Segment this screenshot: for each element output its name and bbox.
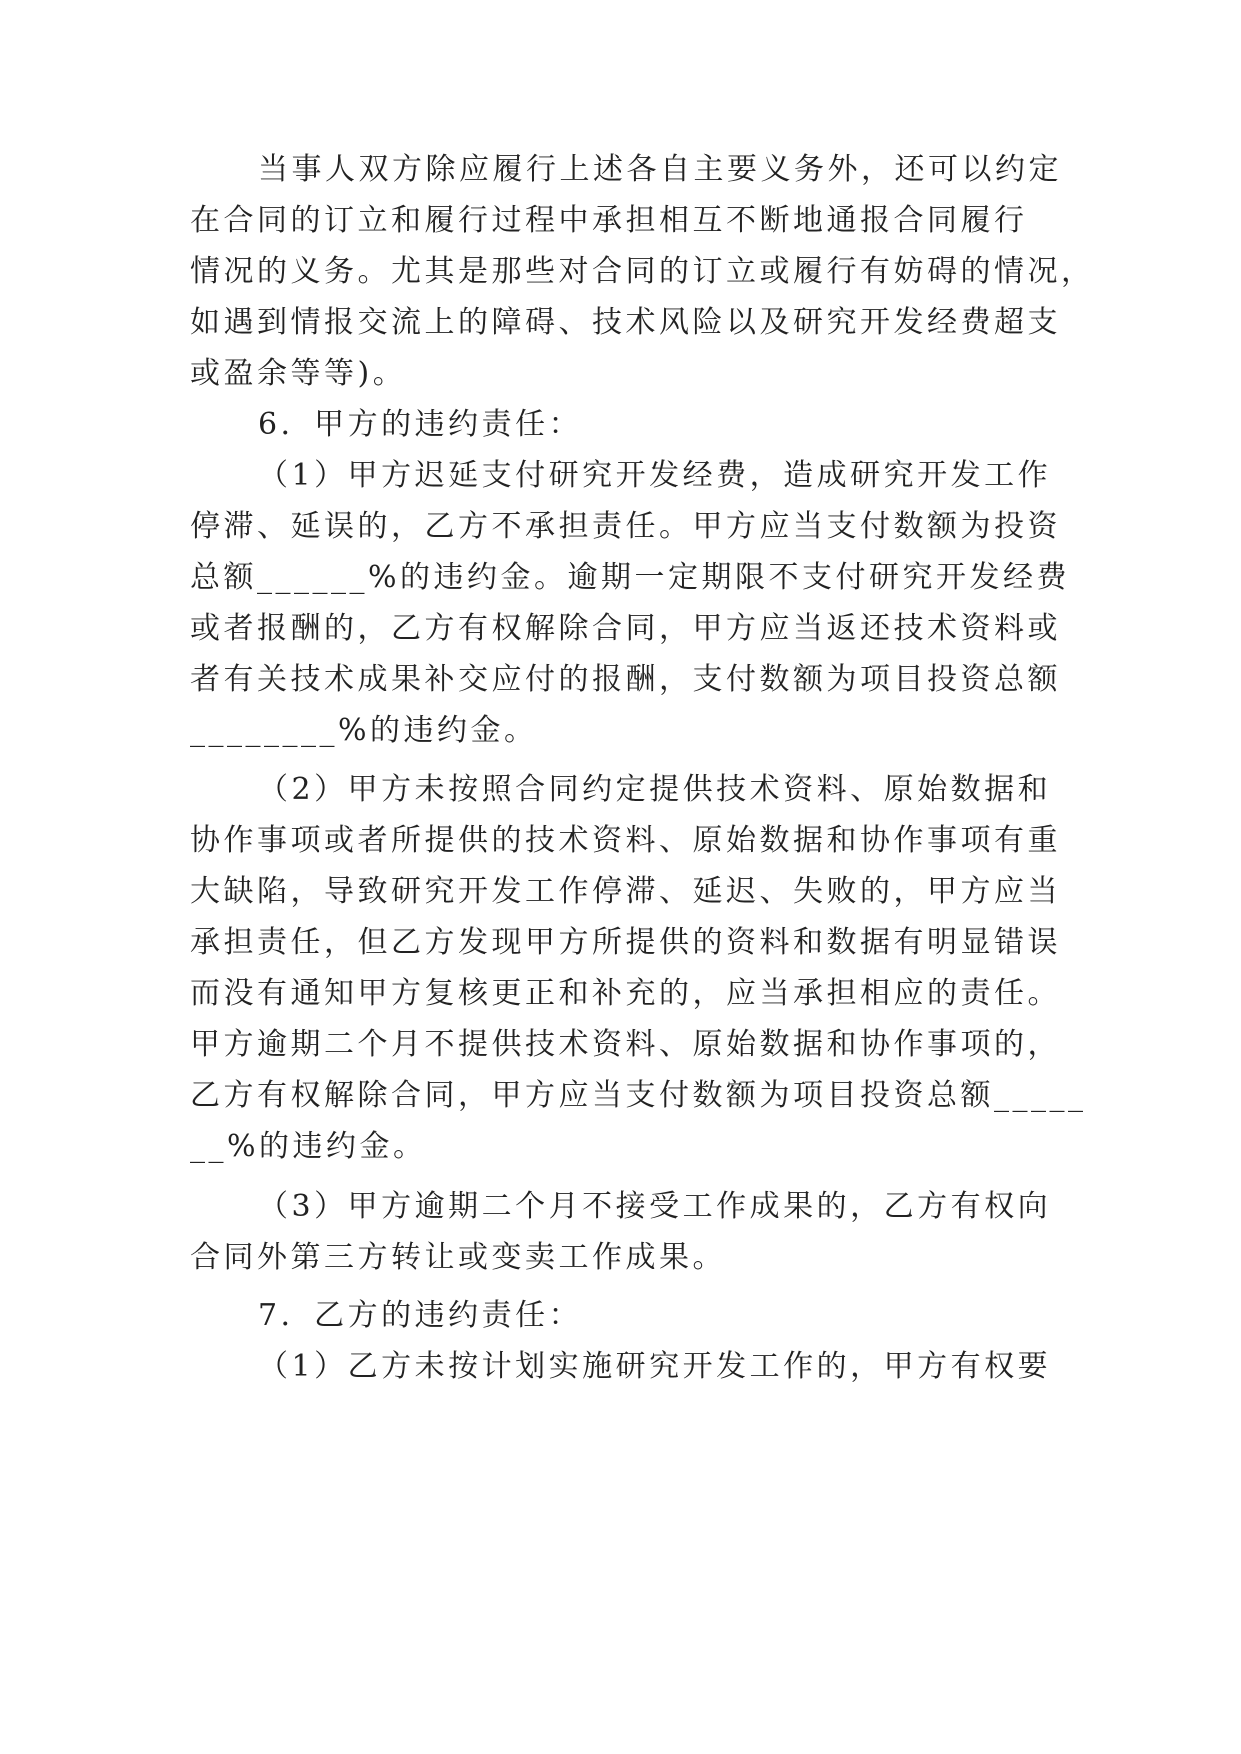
clause-6-3-line-1: （3）甲方逾期二个月不接受工作成果的，乙方有权向	[258, 1189, 1052, 1224]
clause-6-2-line-5: 而没有通知甲方复核更正和补充的，应当承担相应的责任。	[190, 976, 1061, 1011]
clause-6-2-line-2: 协作事项或者所提供的技术资料、原始数据和协作事项有重	[190, 823, 1061, 858]
paragraph-line-5: 或盈余等等)。	[190, 356, 407, 391]
clause-6-2-line-1: （2）甲方未按照合同约定提供技术资料、原始数据和	[258, 772, 1052, 807]
paragraph-line-3: 情况的义务。尤其是那些对合同的订立或履行有妨碍的情况，	[190, 254, 1095, 289]
paragraph-line-4: 如遇到情报交流上的障碍、技术风险以及研究开发经费超支	[190, 305, 1061, 340]
clause-6-1-line-6: ________%的违约金。	[190, 713, 538, 748]
paragraph-line-2: 在合同的订立和履行过程中承担相互不断地通报合同履行	[190, 203, 1028, 238]
clause-6-2-line-6: 甲方逾期二个月不提供技术资料、原始数据和协作事项的，	[190, 1027, 1061, 1062]
clause-6-1-line-5: 者有关技术成果补交应付的报酬，支付数额为项目投资总额	[190, 662, 1061, 697]
clause-6-1-line-2: 停滞、延误的，乙方不承担责任。甲方应当支付数额为投资	[190, 509, 1061, 544]
paragraph-line-1: 当事人双方除应履行上述各自主要义务外，还可以约定	[258, 152, 1062, 187]
clause-6-1-line-4: 或者报酬的，乙方有权解除合同，甲方应当返还技术资料或	[190, 611, 1061, 646]
clause-6-2-line-7: 乙方有权解除合同，甲方应当支付数额为项目投资总额_____	[190, 1078, 1087, 1113]
clause-7-1-line-1: （1）乙方未按计划实施研究开发工作的，甲方有权要	[258, 1349, 1052, 1384]
clause-6-1-line-3: 总额______%的违约金。逾期一定期限不支付研究开发经费	[190, 560, 1071, 595]
clause-6-2-line-4: 承担责任，但乙方发现甲方所提供的资料和数据有明显错误	[190, 925, 1061, 960]
section-heading-6: 6．甲方的违约责任：	[258, 407, 583, 442]
clause-6-2-line-8: __%的违约金。	[190, 1129, 427, 1164]
clause-6-1-line-1: （1）甲方迟延支付研究开发经费，造成研究开发工作	[258, 458, 1052, 493]
clause-6-2-line-3: 大缺陷，导致研究开发工作停滞、延迟、失败的，甲方应当	[190, 874, 1061, 909]
clause-6-3-line-2: 合同外第三方转让或变卖工作成果。	[190, 1240, 726, 1275]
section-heading-7: 7．乙方的违约责任：	[258, 1298, 583, 1333]
